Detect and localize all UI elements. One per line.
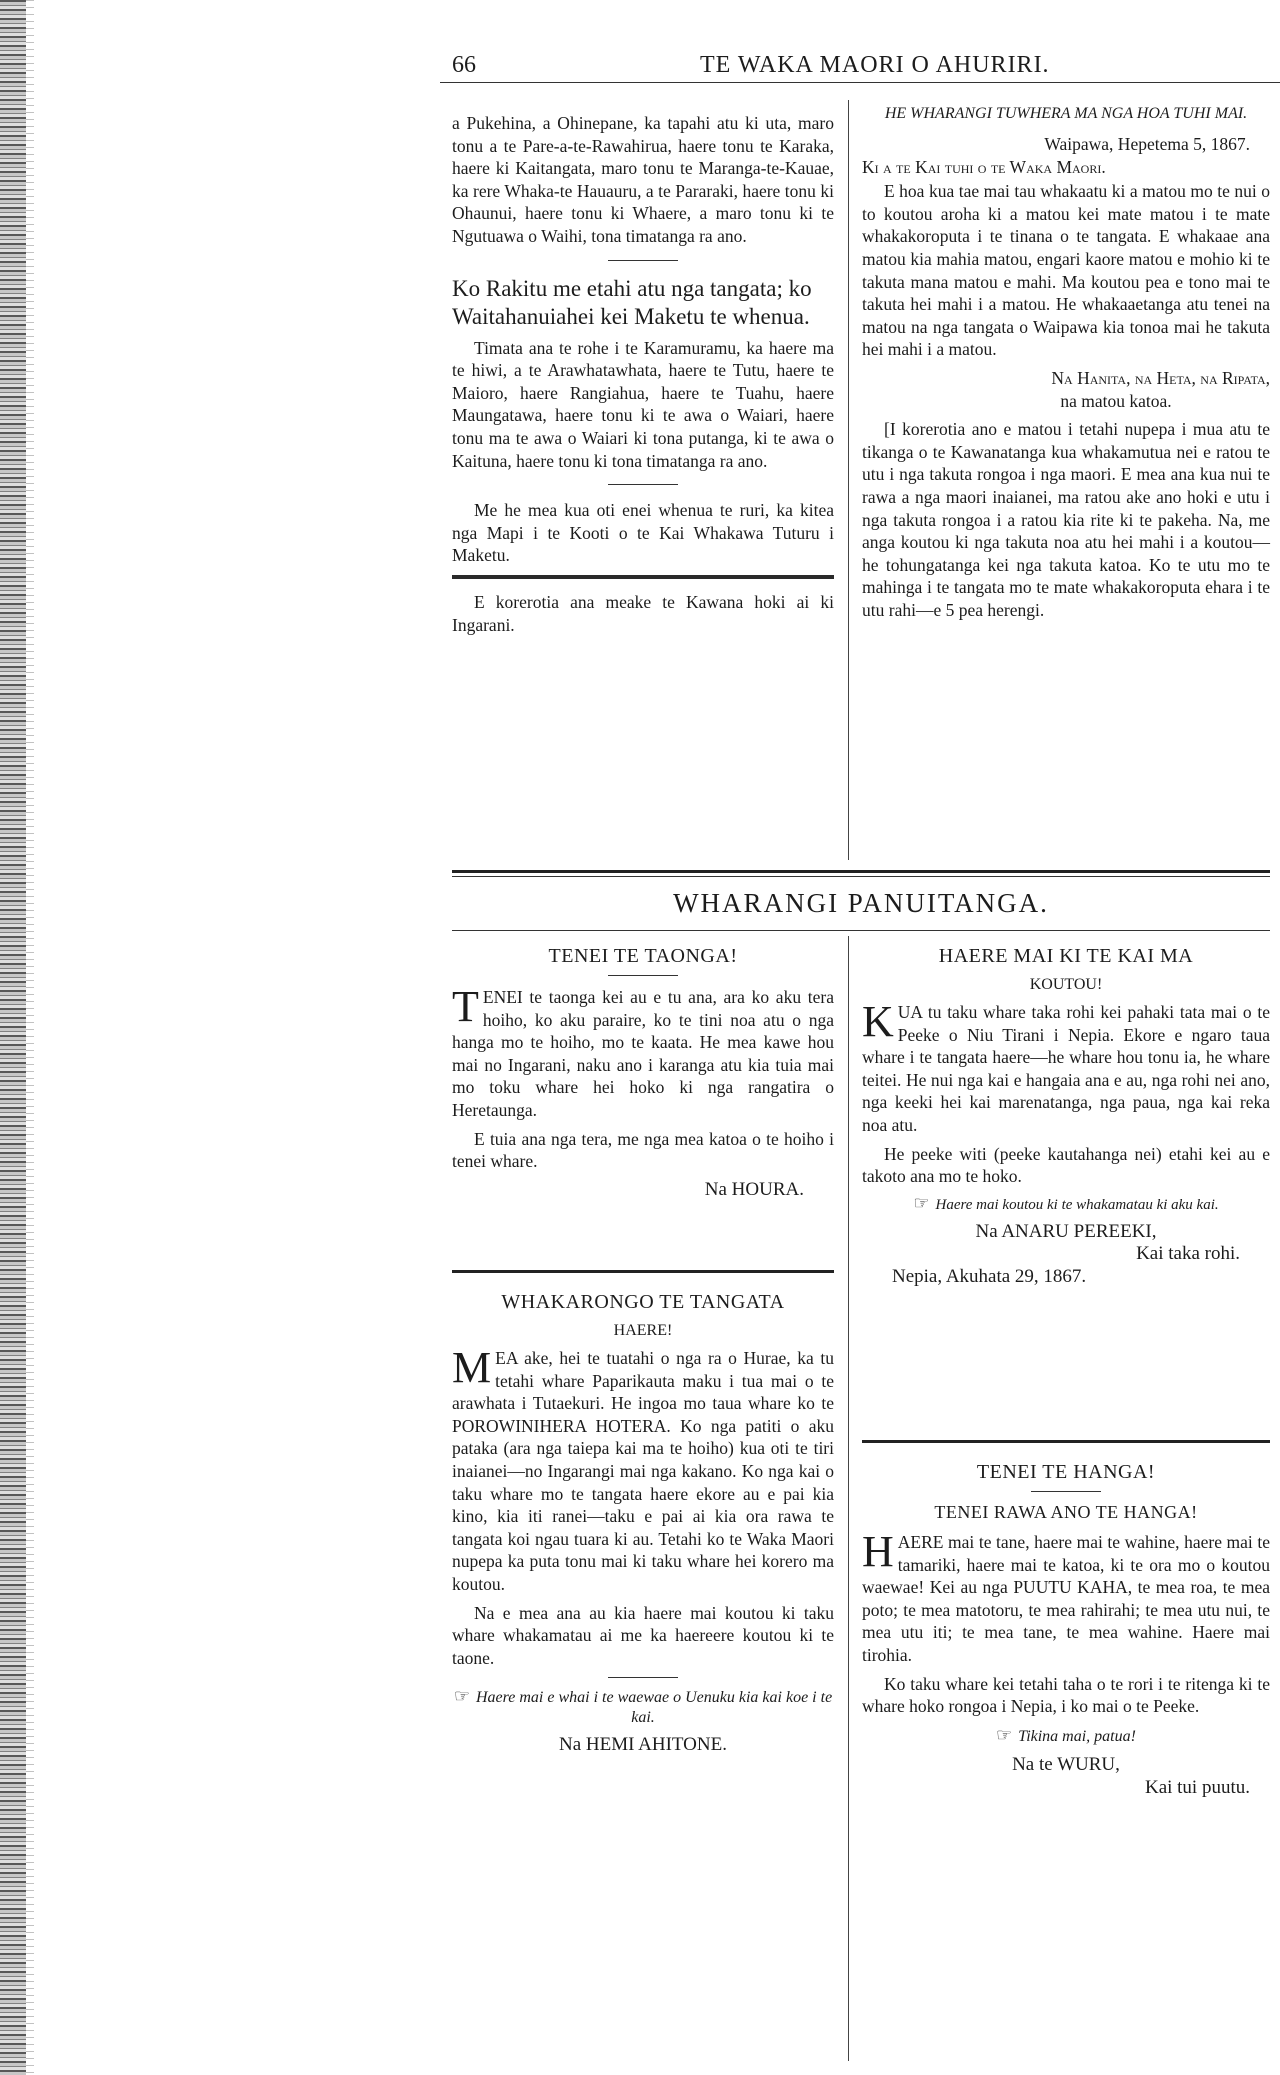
advert-signature-title: Kai tui puutu. bbox=[1144, 1776, 1250, 1798]
advert-separator bbox=[452, 1270, 834, 1273]
banner-rule-top bbox=[452, 870, 1270, 873]
advert-body: EA ake, hei te tuatahi o nga ra o Hurae, ka tu tetahi whare Paparikauta maku i tua mai o te arawhata i Tutaekuri. He ingoa mo taua whare ko te POROWINIHERA HOTERA. Ko nga patiti o aku pataka (ara nga taiepa kai ma te hoiho) kua oti te tiri inaianei—no Ingarangi mai nga kakano. Ko nga kai o taku whare mo te tangata haere ekore au e pai kia kino, kia iti ranei—taku e pai ai kia ora rawa te tangata koi ngau tuara ki au. Tetahi ko te Waka Maori nupepa ka puta tonu mai ki taku whare hei korero ma koutou. bbox=[452, 1348, 834, 1594]
drop-cap: T bbox=[452, 982, 479, 1031]
advert-note: Haere mai koutou ki te whakamatau ki aku kai. bbox=[935, 1196, 1219, 1213]
dateline: Waipawa, Hepetema 5, 1867. bbox=[1044, 134, 1250, 154]
letter-body: E hoa kua tae mai tau whakaatu ki a matou mo te nui o to koutou aroha ki a matou kei mate matou i te mate whakakoroputa i te tinana o te tangata. E whakaae ana matou kia mahia matou, engari kaore matou e mohio ki te takuta mana matou e mahi. Ma koutou pea e tono mai te takuta hei mahi i a matou. He whakaaetanga atu tenei na matou na nga tangata o Waipawa kia tonoa mai he takuta hei mahi i a matou. bbox=[862, 181, 1270, 360]
divider bbox=[1031, 1491, 1101, 1492]
advert-subtitle: TENEI RAWA ANO TE HANGA! bbox=[934, 1502, 1198, 1522]
advert-title: TENEI TE HANGA! bbox=[976, 1461, 1156, 1483]
divider bbox=[608, 975, 678, 976]
advert-body: Ko taku whare kei tetahi taha o te rori i te ritenga ki te whare hoko rongoa i Nepia, i ko mai o te Peeke. bbox=[862, 1673, 1270, 1717]
pointing-hand-icon: ☞ bbox=[453, 1686, 470, 1707]
advert-date: Nepia, Akuhata 29, 1867. bbox=[892, 1265, 1087, 1287]
column-right bbox=[862, 104, 1270, 627]
banner-rule-bottom bbox=[452, 930, 1270, 931]
running-title: TE WAKA MAORI O AHURIRI. bbox=[700, 52, 1050, 78]
editorial-note: [I korerotia ano e matou i tetahi nupepa i mua atu te tikanga o te Kawanatanga kua whakamutua nei e ratou te utu i nga takuta rongoa i nga maori. E mea ana kua nui te rawa a nga maori inaianei, ma ratou ake ano hoki e utu i nga takuta rongoa i a ratou kia rite ki te pakeha. Na, me anga koutou ki nga takuta noa atu hei mahi i a koutou—he tohungatanga kei nga takuta katoa. Ko te utu mo te mahinga i te tangata mo te mate whakakoroputa ehara i te utu rahi—e 5 pea herengi. bbox=[862, 419, 1270, 620]
letter-signature-line2: na matou katoa. bbox=[1060, 390, 1172, 411]
advert-separator bbox=[862, 1440, 1270, 1443]
scanned-binding-edge bbox=[0, 0, 26, 2075]
drop-cap: M bbox=[452, 1343, 492, 1392]
paragraph: Me he mea kua oti enei whenua te ruri, ka kitea nga Mapi i te Kooti o te Kai Whakawa Tuturu i Maketu. bbox=[452, 500, 834, 566]
advert-note: Haere mai e whai i te waewae o Uenuku kia kai koe i te kai. bbox=[475, 1689, 833, 1727]
advert-puutu bbox=[862, 1460, 1270, 1800]
page-number: 66 bbox=[452, 52, 476, 78]
pointing-hand-icon: ☞ bbox=[913, 1192, 930, 1213]
paragraph: Timata ana te rohe i te Karamuramu, ka haere ma te hiwi, a te Arawhatawhata, haere te Tutu, haere te Maioro, haere Rangiahua, haere te Tuahu, haere Maungatawa, haere tonu ki te awa o Waiari, haere tonu ma te awa o Waiari ki tona putanga, ki te awa o Kaituna, haere tonu ki tona timatanga ra ano. bbox=[452, 337, 834, 471]
banner-title: WHARANGI PANUITANGA. bbox=[673, 888, 1049, 918]
pointing-hand-icon: ☞ bbox=[996, 1724, 1013, 1745]
advert-taonga bbox=[452, 944, 834, 1207]
ads-column-divider bbox=[848, 936, 849, 2061]
drop-cap: H bbox=[862, 1527, 894, 1576]
drop-cap: K bbox=[862, 997, 894, 1046]
banner-rule-top-thin bbox=[452, 876, 1270, 877]
advert-signature: Na HOURA. bbox=[704, 1178, 804, 1200]
header-rule bbox=[440, 82, 1280, 83]
divider bbox=[608, 260, 678, 261]
divider bbox=[608, 1677, 678, 1678]
column-divider bbox=[848, 100, 849, 860]
paragraph: a Pukehina, a Ohinepane, ka tapahi atu ki uta, maro tonu a te Pare-a-te-Rawahirua, haere tonu te Karaka, haere ki Kaitangata, maro tonu te Maranga-te-Kauae, ka rere Whaka-te Hauauru, a te Pararaki, haere tonu ki Ohaunui, haere tonu ki Whaere, a maro tonu ki te Ngutuawa o Waihi, tona timatanga ra ano. bbox=[452, 113, 834, 246]
section-title: HE WHARANGI TUWHERA MA NGA HOA TUHI MAI. bbox=[884, 105, 1248, 122]
column-left bbox=[452, 112, 834, 642]
scanned-binding-shadow bbox=[26, 0, 34, 2075]
advert-signature: Na te WURU, bbox=[1012, 1754, 1120, 1776]
advert-subtitle: KOUTOU! bbox=[1029, 976, 1103, 993]
letter-address: Ki a te Kai tuhi o te Waka Maori. bbox=[862, 156, 1106, 177]
advert-signature-title: Kai taka rohi. bbox=[1136, 1243, 1240, 1265]
advert-title: WHAKARONGO TE TANGATA bbox=[501, 1291, 785, 1313]
advert-body: He peeke witi (peeke kautahanga nei) etahi kei au e takoto ana mo te hoko. bbox=[862, 1143, 1270, 1187]
advert-body: Na e mea ana au kia haere mai koutou ki taku whare whakamatau ai me ka haereere koutou ki te taone. bbox=[452, 1602, 834, 1668]
advert-body: E tuia ana nga tera, me nga mea katoa o te hoiho i tenei whare. bbox=[452, 1128, 834, 1172]
advert-signature: Na ANARU PEREEKI, bbox=[975, 1220, 1157, 1242]
section-heading: Ko Rakitu me etahi atu nga tangata; ko Waitahanuiahei kei Maketu te whenua. bbox=[452, 275, 812, 329]
advert-kai bbox=[862, 944, 1270, 1295]
advert-title: HAERE MAI KI TE KAI MA bbox=[938, 945, 1194, 967]
advert-body: UA tu taku whare taka rohi kei pahaki tata mai o te Peeke o Niu Tirani i Nepia. Ekore e ngaro taua whare i te tangata haere—he whare hou tonu ia, he whare teitei. He nui nga kai e hangaia ana e au, nga rohi nei ano, nga keeki hei kai marenatanga, nga paua, nga kai reka noa atu. bbox=[862, 1002, 1270, 1135]
paragraph: E korerotia ana meake te Kawana hoki ai ki Ingarani. bbox=[452, 591, 834, 635]
advert-subtitle: HAERE! bbox=[613, 1322, 673, 1339]
divider bbox=[608, 484, 678, 485]
advert-title: TENEI TE TAONGA! bbox=[548, 945, 738, 967]
advert-body: ENEI te taonga kei au e tu ana, ara ko aku tera hoiho, ko aku paraire, ko te tini noa atu o nga hanga mo te hoiho, mo te kaata. He mea kawe hou mai no Ingarani, naku ano i karanga atu kia tuia mai mo toku whare hei hoko ki nga rangatira o Heretaunga. bbox=[452, 987, 834, 1120]
advert-signature: Na HEMI AHITONE. bbox=[559, 1734, 727, 1756]
advert-note: Tikina mai, patua! bbox=[1018, 1727, 1136, 1745]
advert-body: AERE mai te tane, haere mai te wahine, haere mai te tamariki, haere mai te katoa, ki te ora mo o koutou waewae! Kei au nga PUUTU KAHA, te mea roa, te mea poto; te mea matotoru, te mea rahirahi; te mea utu nui, te mea utu iti; te mea tane, te mea wahine. Haere mai tirohia. bbox=[862, 1532, 1270, 1665]
advert-hotera bbox=[452, 1290, 834, 1763]
letter-signature: Na Hanita, na Heta, na Ripata, bbox=[1051, 367, 1270, 388]
heavy-rule bbox=[452, 575, 834, 579]
